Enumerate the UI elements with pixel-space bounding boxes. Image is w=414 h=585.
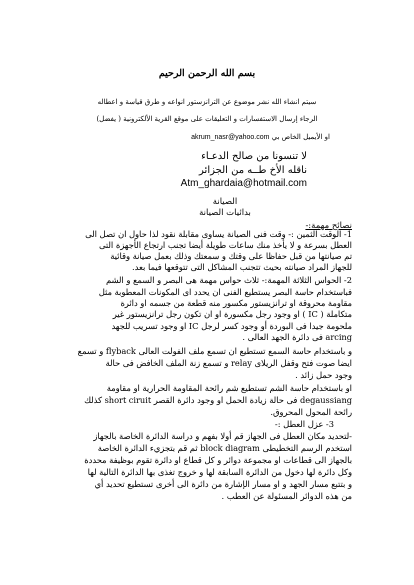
- body-line-4: للجهاز المراد صيانته بحيث تتجنب المشاكل التى تتوقعها فيما بعد.: [132, 262, 352, 272]
- body-line-19: استخدم الرسم التخطيطى block diagram ثم قم بتجزيء الدائرة الخاصة: [97, 443, 352, 453]
- section-subtitle: بدائيات الصيانة: [199, 208, 251, 218]
- body-line-16: رائحة المحول المحروق.: [270, 407, 352, 417]
- basmala: بسم الله الرحمن الرحيم: [158, 68, 256, 79]
- email-line: [80, 133, 330, 141]
- signature-author: ناقله الأخ طــه من الجزائر: [199, 165, 307, 176]
- email-line-prefix: او الأيميل الخاص بي: [271, 133, 330, 141]
- body-line-1: 1- الوقت الثمين :- وقت فنى الصيانة يساوى مقابلة نقود لذا حاول ان تصل الى: [85, 229, 352, 239]
- body-line-15: degaussiang فى حالة زيادة الحمل او وجود دائرة القصر short ciruit كذلك: [84, 395, 352, 405]
- body-line-6: فباستخدام حاسة البصر يستطيع الفنى ان يحدد اى المكونات المعطوبة مثل: [98, 287, 352, 297]
- signature-dua: لا تنسونا من صالح الدعـاء: [201, 151, 307, 162]
- body-line-20: بالجهاز الى قطاعات او مجموعة دوائر و كل قطاع او دائرة تقوم بوظيفة محددة: [84, 455, 352, 465]
- body-line-13: وجود حمل زائد .: [295, 370, 352, 380]
- intro-line: سيتم انشاء الله نشر موضوع عن الترانزستور انواعه و طرق قياسة و اعطاله: [97, 98, 317, 106]
- body-line-21: وكل دائرة لها دخول من الدائرة السابقة لها و خروج تغذى بها الدائرة التالية لها: [87, 467, 352, 477]
- body-line-18: -لتحديد مكان العطل فى الجهاز قم أولا بفهم و دراسة الدائرة الخاصة بالجهاز: [93, 431, 352, 441]
- body-line-2: العطل بسرعة و لا يأخذ منك ساعات طويلة أيضا تجنب ارتجاع الأجهزة التى: [98, 240, 352, 250]
- tips-heading: نصائح مهمة:-: [305, 221, 352, 231]
- body-line-23: من هذه الدوائر المسئولة عن العطب .: [221, 491, 352, 501]
- section-title: الصيانة: [212, 197, 238, 207]
- body-line-5: 2- الحواس الثلاثة المهمة:- ثلاث حواس مهمة هى البصر و السمع و الشم: [105, 275, 352, 285]
- body-line-8: متكاملة ( IC ) او وجود رجل مكسورة او ان تكون رجل ترانزيستور غير: [112, 309, 352, 319]
- body-line-10: arcing فى دائرة الجهد العالى .: [242, 332, 352, 342]
- body-line-12: ايضا صوت فتح وقفل الريلاى relay و تسمع زنة الملف الخافض فى حالة: [105, 358, 352, 368]
- body-line-11: و باستخدام حاسة السمع تستطيع ان تسمع ملف الفولت العالى flyback و تسمع: [77, 346, 352, 356]
- body-line-7: مقاومة محروقة او ترانزيستور مكسور منه قطعة من جسمه او دائرة: [120, 298, 352, 308]
- request-line: الرجاء إرسال الاستفسارات و التعليقات على موقع القرية الألكترونية ( يفضل): [96, 115, 318, 123]
- body-line-3: تم صيانتها من قبل حفاظا على وقتك و سمعتك وذلك بعمل صيانة وقائية: [110, 251, 352, 261]
- body-line-17: 3- عزل العطل :-: [274, 419, 334, 429]
- body-line-22: و بتتبع مسار الجهد و او مسار الإشارة من دائرة الى أخرى تستطيع تحديد أي: [94, 479, 352, 489]
- body-line-14: او باستخدام حاسة الشم تستطيع شم رائحة المقاومة الحرارية او مقاومة: [106, 383, 352, 393]
- signature-email[interactable]: Atm_ghardaia@hotmail.com: [180, 178, 307, 189]
- body-line-9: ملحومة جيدا فى البوردة أو وجود كسر لرجل IC او وجود تسريب للجهد: [111, 321, 352, 331]
- email-link[interactable]: akrum_nasr@yahoo.com: [191, 134, 270, 141]
